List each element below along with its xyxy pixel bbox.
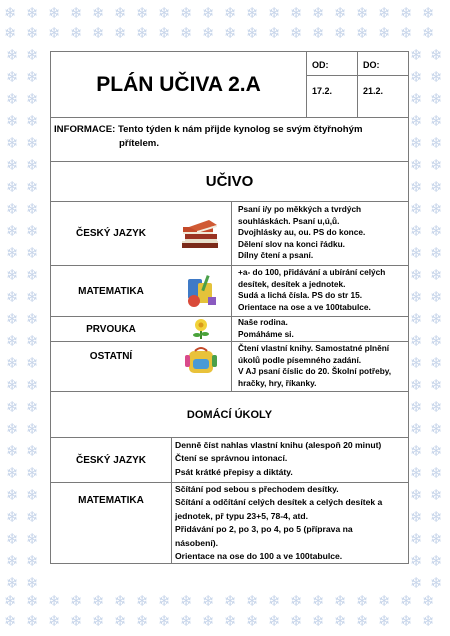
snowflake-icon: ❄ xyxy=(430,552,443,570)
date-to-label: DO: xyxy=(363,60,380,70)
date-to-value: 21.2. xyxy=(363,86,384,96)
snowflake-icon: ❄ xyxy=(26,4,39,22)
books-icon xyxy=(171,202,231,265)
snowflake-icon: ❄ xyxy=(334,612,347,630)
snowflake-icon: ❄ xyxy=(26,310,39,328)
snowflake-icon: ❄ xyxy=(410,398,423,416)
content-line: Psaní i/y po měkkých a tvrdých xyxy=(238,204,362,214)
snowflake-icon: ❄ xyxy=(410,354,423,372)
info-line-1: INFORMACE: Tento týden k nám přijde kynolog se svým čtyřnohým xyxy=(54,124,363,135)
snowflake-icon: ❄ xyxy=(6,244,19,262)
snowflake-icon: ❄ xyxy=(430,464,443,482)
content-line: hračky, hry, říkanky. xyxy=(238,377,317,388)
snowflake-icon: ❄ xyxy=(26,442,39,460)
snowflake-icon: ❄ xyxy=(26,332,39,350)
content-line: úkolů podle písemného zadání. xyxy=(238,354,362,365)
subject-label: OSTATNÍ xyxy=(89,351,133,362)
snowflake-icon: ❄ xyxy=(26,612,39,630)
snowflake-icon: ❄ xyxy=(400,592,413,610)
content-cell xyxy=(231,317,408,341)
homework-heading-row xyxy=(51,392,408,438)
snowflake-icon: ❄ xyxy=(378,24,391,42)
snowflake-icon: ❄ xyxy=(246,4,259,22)
snowflake-icon: ❄ xyxy=(26,156,39,174)
snowflake-icon: ❄ xyxy=(92,612,105,630)
ucivo-row-ostatni xyxy=(51,342,408,392)
snowflake-icon: ❄ xyxy=(378,4,391,22)
content-line: Orientace na ose do 100 a ve 100tabulce. xyxy=(175,551,343,562)
snowflake-icon: ❄ xyxy=(136,592,149,610)
snowflake-icon: ❄ xyxy=(410,222,423,240)
snowflake-icon: ❄ xyxy=(430,530,443,548)
content-line: Dělení slov na konci řádku. xyxy=(238,238,345,249)
snowflake-icon: ❄ xyxy=(136,612,149,630)
snowflake-icon: ❄ xyxy=(48,612,61,630)
snowflake-icon: ❄ xyxy=(410,46,423,64)
snowflake-icon: ❄ xyxy=(26,508,39,526)
date-to-cell xyxy=(357,52,408,117)
snowflake-icon: ❄ xyxy=(410,508,423,526)
info-line-2: přítelem. xyxy=(119,138,159,149)
snowflake-icon: ❄ xyxy=(180,24,193,42)
header-row xyxy=(51,52,408,118)
snowflake-icon: ❄ xyxy=(422,4,435,22)
snowflake-icon: ❄ xyxy=(6,68,19,86)
info-row xyxy=(51,118,408,162)
snowflake-icon: ❄ xyxy=(136,4,149,22)
snowflake-icon: ❄ xyxy=(158,612,171,630)
snowflake-icon: ❄ xyxy=(224,24,237,42)
content-line: desítek, desítek a jednotek. xyxy=(238,278,346,289)
snowflake-icon: ❄ xyxy=(4,612,17,630)
snowflake-icon: ❄ xyxy=(430,112,443,130)
snowflake-icon: ❄ xyxy=(430,46,443,64)
snowflake-icon: ❄ xyxy=(6,552,19,570)
snowflake-icon: ❄ xyxy=(410,288,423,306)
snowflake-icon: ❄ xyxy=(430,376,443,394)
snowflake-icon: ❄ xyxy=(6,46,19,64)
ucivo-row-prvouka xyxy=(51,317,408,342)
homework-row-czech xyxy=(51,438,408,483)
subject-label: MATEMATIKA xyxy=(78,285,144,297)
snowflake-icon: ❄ xyxy=(410,134,423,152)
snowflake-icon: ❄ xyxy=(224,4,237,22)
ucivo-heading-row xyxy=(51,162,408,202)
snowflake-icon: ❄ xyxy=(26,266,39,284)
content-cell xyxy=(231,202,408,265)
content-line: jednotek, př typu 23+5, 78-4, atd. xyxy=(175,510,309,521)
snowflake-icon: ❄ xyxy=(6,376,19,394)
snowflake-icon: ❄ xyxy=(6,112,19,130)
content-cell xyxy=(231,266,408,316)
subject-label: MATEMATIKA xyxy=(78,495,144,506)
snowflake-icon: ❄ xyxy=(430,90,443,108)
lesson-plan-sheet xyxy=(50,51,409,564)
snowflake-icon: ❄ xyxy=(356,24,369,42)
snowflake-icon: ❄ xyxy=(410,90,423,108)
snowflake-icon: ❄ xyxy=(268,612,281,630)
snowflake-icon: ❄ xyxy=(430,244,443,262)
snowflake-icon: ❄ xyxy=(430,354,443,372)
snowflake-icon: ❄ xyxy=(410,486,423,504)
snowflake-icon: ❄ xyxy=(400,24,413,42)
snowflake-icon: ❄ xyxy=(6,90,19,108)
snowflake-icon: ❄ xyxy=(26,112,39,130)
snowflake-icon: ❄ xyxy=(26,244,39,262)
content-line: Sudá a lichá čísla. PS do str 15. xyxy=(238,290,363,301)
snowflake-icon: ❄ xyxy=(26,354,39,372)
snowflake-icon: ❄ xyxy=(26,200,39,218)
page-title: PLÁN UČIVA 2.A xyxy=(96,72,261,96)
content-line: Čtení se správnou intonací. xyxy=(175,453,288,464)
content-cell xyxy=(171,483,408,563)
date-from-value: 17.2. xyxy=(312,86,333,96)
snowflake-icon: ❄ xyxy=(410,332,423,350)
snowflake-icon: ❄ xyxy=(290,4,303,22)
snowflake-icon: ❄ xyxy=(312,4,325,22)
snowflake-icon: ❄ xyxy=(4,592,17,610)
snowflake-icon: ❄ xyxy=(6,178,19,196)
snowflake-icon: ❄ xyxy=(180,612,193,630)
snowflake-icon: ❄ xyxy=(268,24,281,42)
snowflake-icon: ❄ xyxy=(26,420,39,438)
snowflake-icon: ❄ xyxy=(400,612,413,630)
snowflake-icon: ❄ xyxy=(26,530,39,548)
snowflake-icon: ❄ xyxy=(6,354,19,372)
snowflake-icon: ❄ xyxy=(378,592,391,610)
snowflake-icon: ❄ xyxy=(70,4,83,22)
snowflake-icon: ❄ xyxy=(246,612,259,630)
flower-icon xyxy=(171,317,231,341)
snowflake-icon: ❄ xyxy=(6,222,19,240)
snowflake-icon: ❄ xyxy=(180,4,193,22)
snowflake-icon: ❄ xyxy=(26,68,39,86)
snowflake-icon: ❄ xyxy=(70,592,83,610)
snowflake-icon: ❄ xyxy=(202,24,215,42)
snowflake-icon: ❄ xyxy=(92,4,105,22)
snowflake-icon: ❄ xyxy=(6,464,19,482)
snowflake-icon: ❄ xyxy=(114,24,127,42)
snowflake-icon: ❄ xyxy=(48,4,61,22)
snowflake-icon: ❄ xyxy=(26,464,39,482)
snowflake-icon: ❄ xyxy=(430,442,443,460)
snowflake-icon: ❄ xyxy=(334,592,347,610)
snowflake-icon: ❄ xyxy=(6,508,19,526)
snowflake-icon: ❄ xyxy=(26,398,39,416)
subject-label: ČESKÝ JAZYK xyxy=(75,454,146,466)
snowflake-icon: ❄ xyxy=(6,420,19,438)
snowflake-icon: ❄ xyxy=(246,592,259,610)
snowflake-icon: ❄ xyxy=(224,592,237,610)
content-line: Sčítání a odčítání celých desítek a celých desítek a xyxy=(175,497,383,508)
snowflake-icon: ❄ xyxy=(312,24,325,42)
snowflake-icon: ❄ xyxy=(26,222,39,240)
ucivo-heading: UČIVO xyxy=(205,173,254,190)
snowflake-icon: ❄ xyxy=(180,592,193,610)
ucivo-row-math xyxy=(51,266,408,317)
snowflake-icon: ❄ xyxy=(410,68,423,86)
snowflake-icon: ❄ xyxy=(6,310,19,328)
snowflake-icon: ❄ xyxy=(136,24,149,42)
snowflake-icon: ❄ xyxy=(26,486,39,504)
snowflake-icon: ❄ xyxy=(410,310,423,328)
snowflake-icon: ❄ xyxy=(26,46,39,64)
snowflake-icon: ❄ xyxy=(26,376,39,394)
snowflake-icon: ❄ xyxy=(114,612,127,630)
snowflake-icon: ❄ xyxy=(92,592,105,610)
content-line: Pomáháme si. xyxy=(238,328,294,339)
content-line: Naše rodina. xyxy=(238,317,288,327)
snowflake-icon: ❄ xyxy=(26,178,39,196)
snowflake-icon: ❄ xyxy=(430,156,443,174)
snowflake-icon: ❄ xyxy=(202,4,215,22)
snowflake-icon: ❄ xyxy=(6,332,19,350)
snowflake-icon: ❄ xyxy=(6,134,19,152)
snowflake-icon: ❄ xyxy=(4,24,17,42)
snowflake-icon: ❄ xyxy=(290,592,303,610)
snowflake-icon: ❄ xyxy=(430,200,443,218)
snowflake-icon: ❄ xyxy=(422,592,435,610)
snowflake-icon: ❄ xyxy=(114,4,127,22)
content-line: Čtení vlastní knihy. Samostatné plnění xyxy=(238,343,390,353)
homework-heading: DOMÁCÍ ÚKOLY xyxy=(186,408,273,421)
snowflake-icon: ❄ xyxy=(6,200,19,218)
snowflake-icon: ❄ xyxy=(202,612,215,630)
snowflake-icon: ❄ xyxy=(410,574,423,592)
content-line: +a- do 100, přidávání a ubírání celých xyxy=(238,267,386,277)
content-line: Dílny čtení a psaní. xyxy=(238,250,314,261)
snowflake-icon: ❄ xyxy=(430,222,443,240)
snowflake-icon: ❄ xyxy=(26,134,39,152)
snowflake-icon: ❄ xyxy=(268,592,281,610)
snowflake-icon: ❄ xyxy=(312,592,325,610)
snowflake-icon: ❄ xyxy=(4,4,17,22)
snowflake-icon: ❄ xyxy=(378,612,391,630)
snowflake-icon: ❄ xyxy=(70,24,83,42)
snowflake-icon: ❄ xyxy=(6,442,19,460)
snowflake-icon: ❄ xyxy=(312,612,325,630)
snowflake-icon: ❄ xyxy=(92,24,105,42)
snowflake-icon: ❄ xyxy=(158,24,171,42)
homework-row-math xyxy=(51,483,408,563)
ucivo-row-czech xyxy=(51,202,408,266)
snowflake-icon: ❄ xyxy=(6,288,19,306)
content-cell xyxy=(231,342,408,391)
snowflake-icon: ❄ xyxy=(6,486,19,504)
content-line: souhláskách. Psaní u,ú,ů. xyxy=(238,215,340,226)
snowflake-icon: ❄ xyxy=(158,592,171,610)
snowflake-icon: ❄ xyxy=(430,508,443,526)
snowflake-icon: ❄ xyxy=(6,266,19,284)
snowflake-icon: ❄ xyxy=(422,612,435,630)
snowflake-icon: ❄ xyxy=(6,156,19,174)
snowflake-icon: ❄ xyxy=(410,266,423,284)
snowflake-icon: ❄ xyxy=(26,552,39,570)
snowflake-icon: ❄ xyxy=(26,592,39,610)
snowflake-icon: ❄ xyxy=(430,398,443,416)
content-line: násobení). xyxy=(175,537,218,548)
snowflake-icon: ❄ xyxy=(158,4,171,22)
snowflake-icon: ❄ xyxy=(430,134,443,152)
content-line: Denně číst nahlas vlastní knihu (alespoň 20 minut) xyxy=(175,440,382,450)
snowflake-icon: ❄ xyxy=(70,612,83,630)
snowflake-icon: ❄ xyxy=(410,112,423,130)
content-line: Orientace na ose a ve 100tabulce. xyxy=(238,301,371,312)
snowflake-icon: ❄ xyxy=(430,486,443,504)
snowflake-icon: ❄ xyxy=(26,90,39,108)
snowflake-icon: ❄ xyxy=(430,420,443,438)
backpack-icon xyxy=(171,342,231,391)
title-cell xyxy=(51,52,306,117)
snowflake-icon: ❄ xyxy=(430,574,443,592)
snowflake-icon: ❄ xyxy=(430,68,443,86)
snowflake-icon: ❄ xyxy=(114,592,127,610)
snowflake-icon: ❄ xyxy=(430,266,443,284)
snowflake-icon: ❄ xyxy=(26,574,39,592)
snowflake-icon: ❄ xyxy=(410,530,423,548)
content-line: Dvojhlásky au, ou. PS do konce. xyxy=(238,227,366,238)
content-line: Sčítání pod sebou s přechodem desítky. xyxy=(175,484,339,494)
school-supplies-icon xyxy=(171,266,231,316)
snowflake-icon: ❄ xyxy=(410,244,423,262)
snowflake-icon: ❄ xyxy=(356,4,369,22)
snowflake-icon: ❄ xyxy=(334,24,347,42)
snowflake-icon: ❄ xyxy=(430,288,443,306)
snowflake-icon: ❄ xyxy=(48,24,61,42)
snowflake-icon: ❄ xyxy=(356,612,369,630)
snowflake-icon: ❄ xyxy=(26,288,39,306)
snowflake-icon: ❄ xyxy=(410,156,423,174)
snowflake-icon: ❄ xyxy=(430,178,443,196)
snowflake-icon: ❄ xyxy=(6,574,19,592)
snowflake-icon: ❄ xyxy=(202,592,215,610)
snowflake-icon: ❄ xyxy=(290,24,303,42)
content-line: Psát krátké přepisy a diktáty. xyxy=(175,466,293,477)
snowflake-icon: ❄ xyxy=(268,4,281,22)
snowflake-icon: ❄ xyxy=(48,592,61,610)
snowflake-icon: ❄ xyxy=(410,464,423,482)
snowflake-icon: ❄ xyxy=(356,592,369,610)
snowflake-icon: ❄ xyxy=(334,4,347,22)
snowflake-icon: ❄ xyxy=(410,552,423,570)
snowflake-icon: ❄ xyxy=(430,310,443,328)
snowflake-icon: ❄ xyxy=(26,24,39,42)
snowflake-icon: ❄ xyxy=(246,24,259,42)
snowflake-icon: ❄ xyxy=(410,442,423,460)
snowflake-icon: ❄ xyxy=(400,4,413,22)
content-cell xyxy=(171,438,408,482)
content-line: Přidávání po 2, po 3, po 4, po 5 (příprava na xyxy=(175,524,353,535)
snowflake-icon: ❄ xyxy=(430,332,443,350)
date-from-cell xyxy=(306,52,357,117)
snowflake-icon: ❄ xyxy=(6,398,19,416)
content-line: V AJ psaní číslic do 20. Školní potřeby, xyxy=(238,366,392,377)
date-from-label: OD: xyxy=(312,60,329,70)
snowflake-icon: ❄ xyxy=(410,376,423,394)
snowflake-icon: ❄ xyxy=(410,420,423,438)
snowflake-icon: ❄ xyxy=(224,612,237,630)
snowflake-icon: ❄ xyxy=(290,612,303,630)
snowflake-icon: ❄ xyxy=(422,24,435,42)
snowflake-icon: ❄ xyxy=(410,200,423,218)
snowflake-icon: ❄ xyxy=(6,530,19,548)
subject-label: ČESKÝ JAZYK xyxy=(75,228,146,239)
subject-label: PRVOUKA xyxy=(86,323,136,335)
snowflake-icon: ❄ xyxy=(410,178,423,196)
